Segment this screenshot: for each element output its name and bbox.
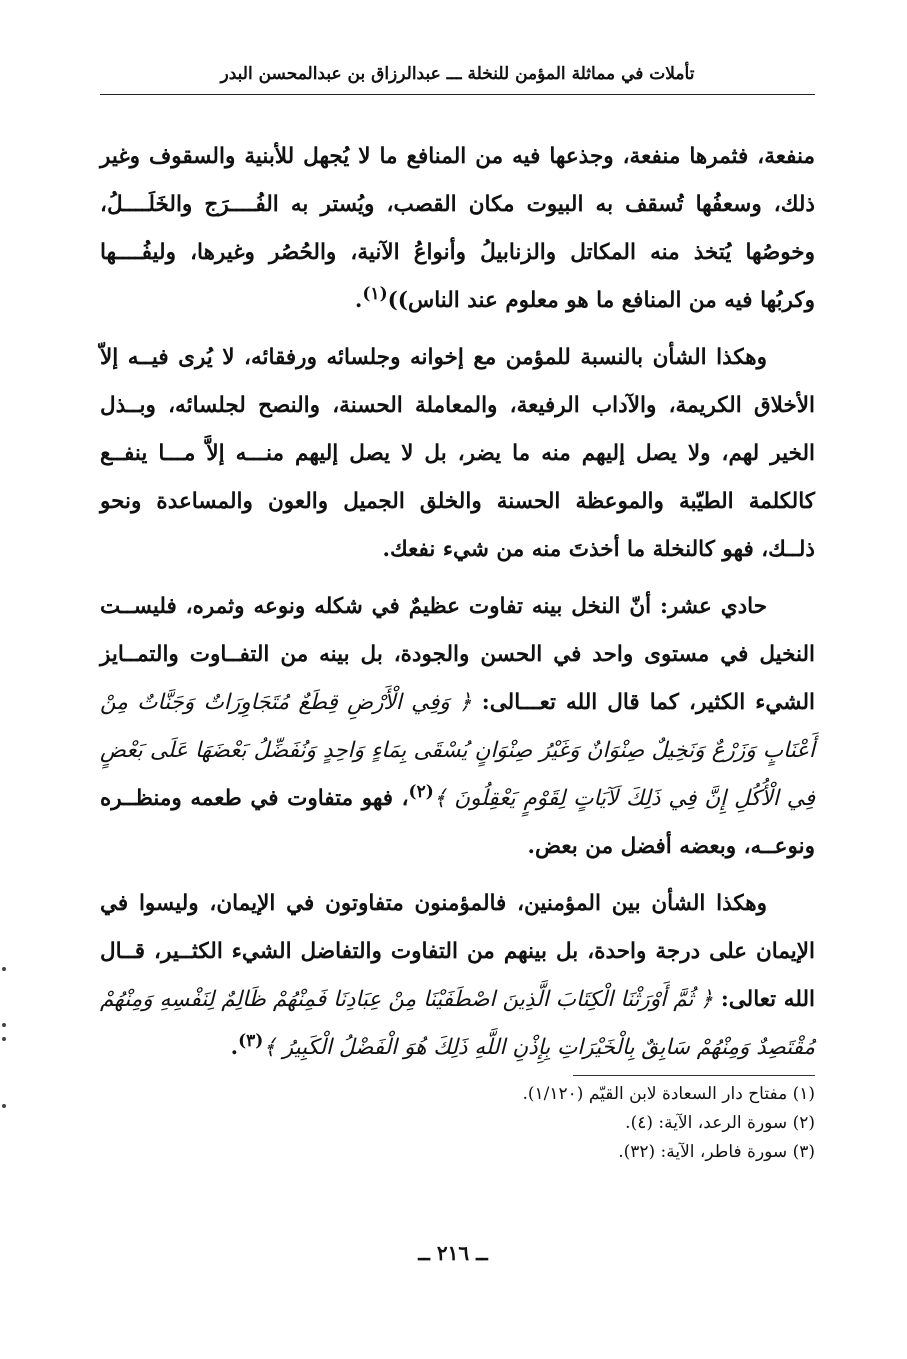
paragraph-3-tail: ، فهو متفاوت في طعمه ومنظــره ونوعــه، وبعضه أفضل من بعض.: [100, 786, 815, 859]
quran-verse-1: ﴿ وَفِي الْأَرْضِ قِطَعٌ مُتَجَاوِرَاتٌ وَجَنَّاتٌ مِنْ أَعْنَابٍ وَزَرْعٌ وَنَخِيلٌ صِنْوَانٌ وَغَيْرُ صِنْوَانٍ يُسْقَى بِمَاءٍ وَاحِدٍ وَنُفَضِّلُ بَعْضَهَا عَلَى بَعْضٍ فِي الْأُكُلِ إِنَّ فِي ذَلِكَ لَآيَاتٍ لِقَوْمٍ يَعْقِلُونَ ﴾: [100, 690, 815, 811]
paragraph-4: [100, 880, 815, 1072]
footnote-divider: [573, 1075, 815, 1076]
paragraph-2: [100, 334, 815, 574]
running-header: تأملات في مماثلة المؤمن للنخلة ـــ عبدالرزاق بن عبدالمحسن البدر: [220, 64, 695, 84]
page-number: ــ ٢١٦ ــ: [418, 1241, 488, 1265]
paragraph-3-text: حادي عشر: أنّ النخل بينه تفاوت عظيمٌ في شكله ونوعه وثمره، فليســت النخيل في مستوى واحد في الحسن والجودة، بل بينه من التفــاوت والتمــايز الشيء الكثير، كما قال الله تعـــالى:: [100, 594, 815, 715]
paragraph-4-text: وهكذا الشأن بين المؤمنين، فالمؤمنون متفاوتون في الإيمان، وليسوا في الإيمان على درجة واحدة، بل بينهم من التفاوت والتفاضل الشيء الكثــير، قــال الله تعالى:: [100, 891, 815, 1012]
scan-edge-mark: [2, 967, 6, 971]
paragraph-1-tail: .: [354, 288, 363, 313]
paragraph-2-text: وهكذا الشأن بالنسبة للمؤمن مع إخوانه وجلسائه ورفقائه، لا يُرى فيــه إلاّ الأخلاق الكريمة، والآداب الرفيعة، والمعاملة الحسنة، والنصح لجلسائه، وبــذل الخير لهم، ولا يصل إليهم منه ما يضر، بل لا يصل إليهم منـــه إلاَّ مـــا ينفــع كالكلمة الطيّبة والموعظة الحسنة والخلق الجميل والعون والمساعدة ونحو ذلــك، فهو كالنخلة ما أخذتَ منه من شيء نفعك.: [100, 345, 815, 562]
scan-edge-mark: [2, 1037, 6, 1041]
scan-edge-mark: [2, 1023, 6, 1027]
footnote-ref-3: (٣): [238, 1030, 264, 1051]
paragraph-3: [100, 583, 815, 871]
footnote-ref-1: (١): [362, 283, 388, 304]
footnote-1: (١) مفتاح دار السعادة لابن القيّم (١/١٢٠).: [522, 1084, 815, 1104]
paragraph-1: [100, 133, 815, 325]
paragraph-1-text: منفعة، فثمرها منفعة، وجذعها فيه من المنافع ما لا يُجهل للأبنية والسقوف وغير ذلك، وسعفُها تُسقف به البيوت مكان القصب، ويُستر به الفُــــرَج والخَلَــــلُ، وخوصُها يُتخذ منه المكاتل والزنابيلُ وأنواعُ الآنية، والحُصُر وغيرها، وليفُــــها وكربُها فيه من المنافع ما هو معلوم عند الناس)): [100, 144, 815, 313]
scan-edge-mark: [2, 1104, 6, 1108]
paragraph-4-tail: .: [230, 1035, 239, 1060]
quran-verse-2: ﴿ ثُمَّ أَوْرَثْنَا الْكِتَابَ الَّذِينَ اصْطَفَيْنَا مِنْ عِبَادِنَا فَمِنْهُمْ ظَالِمٌ لِنَفْسِهِ وَمِنْهُمْ مُقْتَصِدٌ وَمِنْهُمْ سَابِقٌ بِالْخَيْرَاتِ بِإِذْنِ اللَّهِ ذَلِكَ هُوَ الْفَضْلُ الْكَبِيرُ ﴾: [100, 987, 815, 1060]
footnotes: [420, 1080, 815, 1167]
footnote-3: (٣) سورة فاطر، الآية: (٣٢).: [618, 1142, 815, 1162]
footnote-2: (٢) سورة الرعد، الآية: (٤).: [625, 1113, 815, 1133]
main-text: [100, 133, 815, 1072]
header-divider: [100, 94, 815, 95]
footnote-ref-2: (٢): [408, 781, 434, 802]
